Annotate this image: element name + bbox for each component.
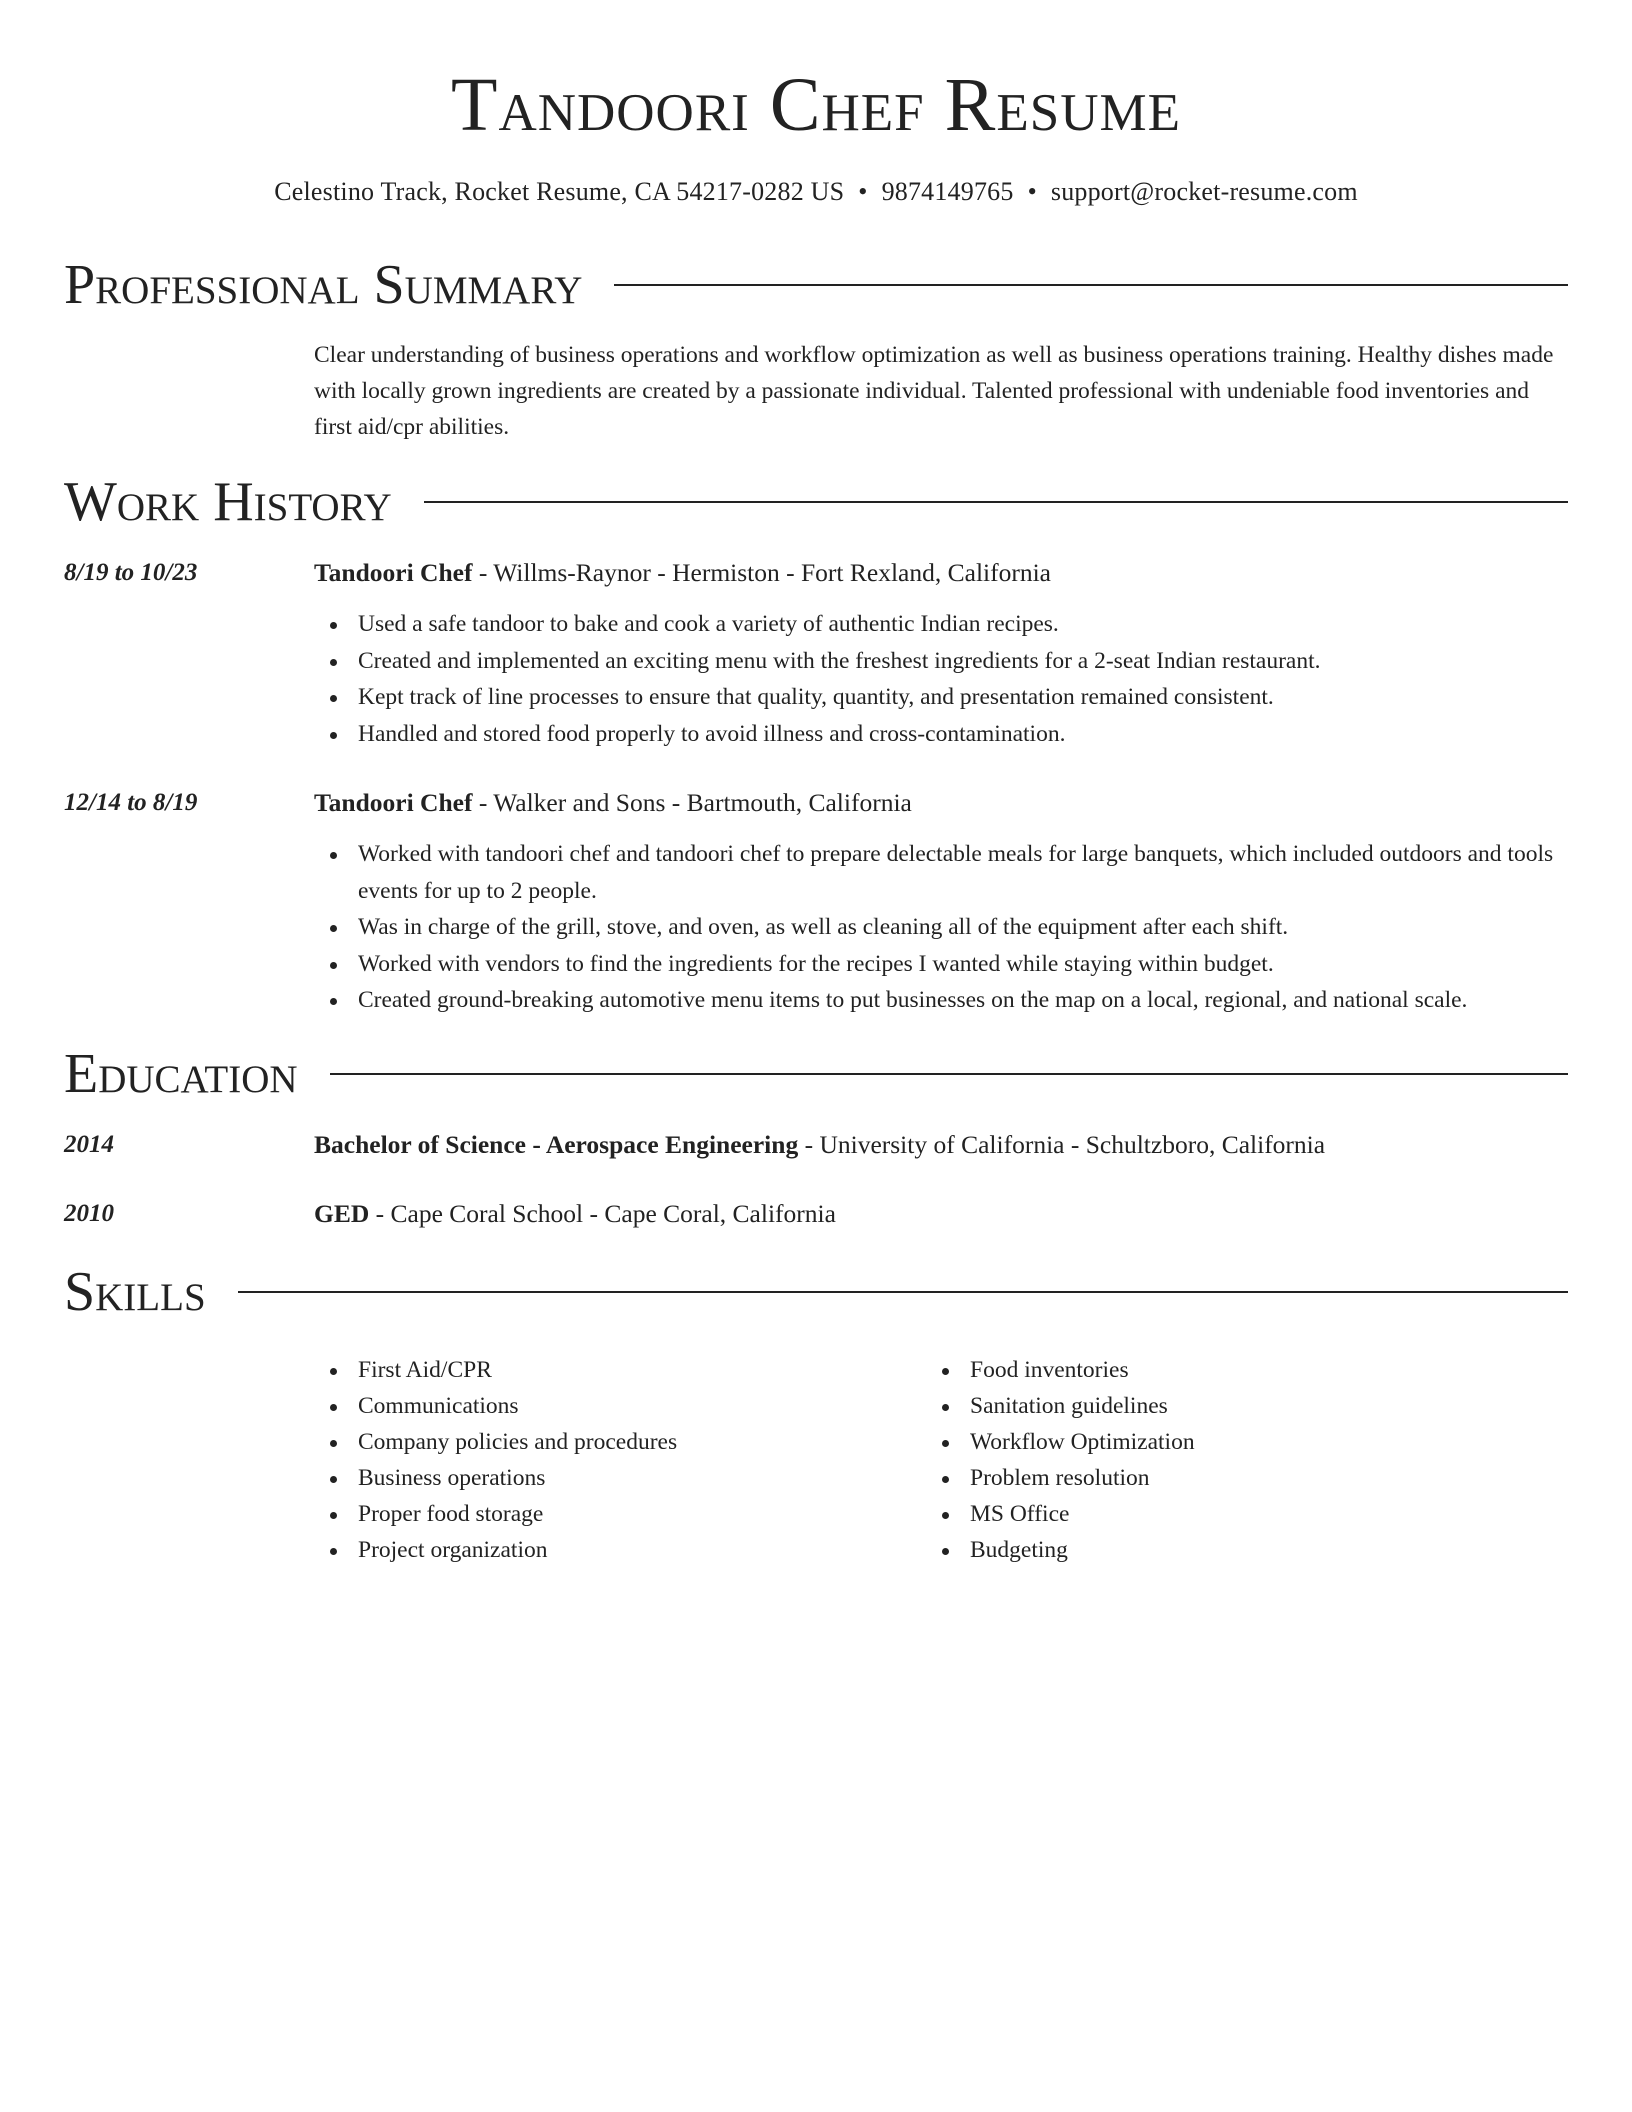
work-dates: 8/19 to 10/23 — [64, 559, 198, 586]
skill-item: Problem resolution — [926, 1460, 1195, 1496]
skill-item: Project organization — [314, 1532, 677, 1568]
skills-column-left — [314, 1352, 677, 1568]
contact-email: support@rocket-resume.com — [1050, 177, 1358, 206]
section-divider — [424, 501, 1568, 503]
section-title: Professional Summary — [64, 254, 583, 316]
list-item: Was in charge of the grill, stove, and oven, as well as cleaning all of the equipment after each shift. — [314, 909, 1568, 946]
work-bullets — [314, 836, 1568, 1019]
degree: GED — [314, 1199, 370, 1228]
work-bullets — [314, 606, 1568, 752]
job-details: - Walker and Sons - Bartmouth, California — [472, 788, 912, 817]
work-heading — [314, 786, 1568, 820]
skill-item: First Aid/CPR — [314, 1352, 677, 1388]
section-title: Work History — [64, 471, 392, 533]
list-item: Worked with tandoori chef and tandoori chef to prepare delectable meals for large banquets, which included outdoors and tools events for up to 2 people. — [314, 836, 1568, 909]
school-details: - Cape Coral School - Cape Coral, California — [369, 1199, 836, 1228]
resume-title: Tandoori Chef Resume — [451, 63, 1181, 147]
section-divider — [238, 1291, 1568, 1293]
education-year: 2010 — [64, 1200, 114, 1227]
skill-item: Proper food storage — [314, 1496, 677, 1532]
education-year: 2014 — [64, 1131, 114, 1158]
section-divider — [614, 284, 1568, 286]
list-item: Kept track of line processes to ensure that quality, quantity, and presentation remained consistent. — [314, 679, 1568, 716]
contact-line — [0, 176, 1632, 208]
section-heading-summary — [64, 255, 1568, 315]
list-item: Handled and stored food properly to avoid illness and cross-contamination. — [314, 716, 1568, 753]
skill-item: Communications — [314, 1388, 677, 1424]
school-details: - University of California - Schultzboro, California — [798, 1130, 1326, 1159]
skill-item: Workflow Optimization — [926, 1424, 1195, 1460]
section-divider — [330, 1073, 1568, 1075]
skill-item: MS Office — [926, 1496, 1195, 1532]
section-heading-skills — [64, 1262, 1568, 1322]
section-heading-education — [64, 1044, 1568, 1104]
section-title: Skills — [64, 1261, 206, 1323]
education-heading — [314, 1128, 1568, 1162]
job-details: - Willms-Raynor - Hermiston - Fort Rexland, California — [472, 558, 1051, 587]
work-heading — [314, 556, 1568, 590]
contact-separator: • — [858, 177, 868, 206]
skill-item: Food inventories — [926, 1352, 1195, 1388]
summary-text: Clear understanding of business operations and workflow optimization as well as business operations training. Healthy dishes made with locally grown ingredients are created by a passionate individual. Talented professional with undeniable food inventories and first aid/cpr abilities. — [314, 342, 1554, 440]
job-title: Tandoori Chef — [314, 788, 473, 817]
work-dates: 12/14 to 8/19 — [64, 789, 198, 816]
list-item: Created and implemented an exciting menu with the freshest ingredients for a 2-seat Indian restaurant. — [314, 643, 1568, 680]
section-title: Education — [64, 1043, 298, 1105]
list-item: Created ground-breaking automotive menu items to put businesses on the map on a local, regional, and national scale. — [314, 982, 1568, 1019]
skills-column-right — [926, 1352, 1195, 1568]
list-item: Worked with vendors to find the ingredients for the recipes I wanted while staying within budget. — [314, 946, 1568, 983]
skill-item: Company policies and procedures — [314, 1424, 677, 1460]
list-item: Used a safe tandoor to bake and cook a variety of authentic Indian recipes. — [314, 606, 1568, 643]
skill-item: Sanitation guidelines — [926, 1388, 1195, 1424]
education-heading — [314, 1197, 1568, 1231]
contact-phone: 9874149765 — [881, 177, 1014, 206]
degree: Bachelor of Science - Aerospace Engineering — [314, 1130, 799, 1159]
job-title: Tandoori Chef — [314, 558, 473, 587]
skill-item: Budgeting — [926, 1532, 1195, 1568]
contact-separator: • — [1027, 177, 1037, 206]
skill-item: Business operations — [314, 1460, 677, 1496]
section-heading-work-history — [64, 472, 1568, 532]
contact-address: Celestino Track, Rocket Resume, CA 54217-0282 US — [274, 177, 845, 206]
